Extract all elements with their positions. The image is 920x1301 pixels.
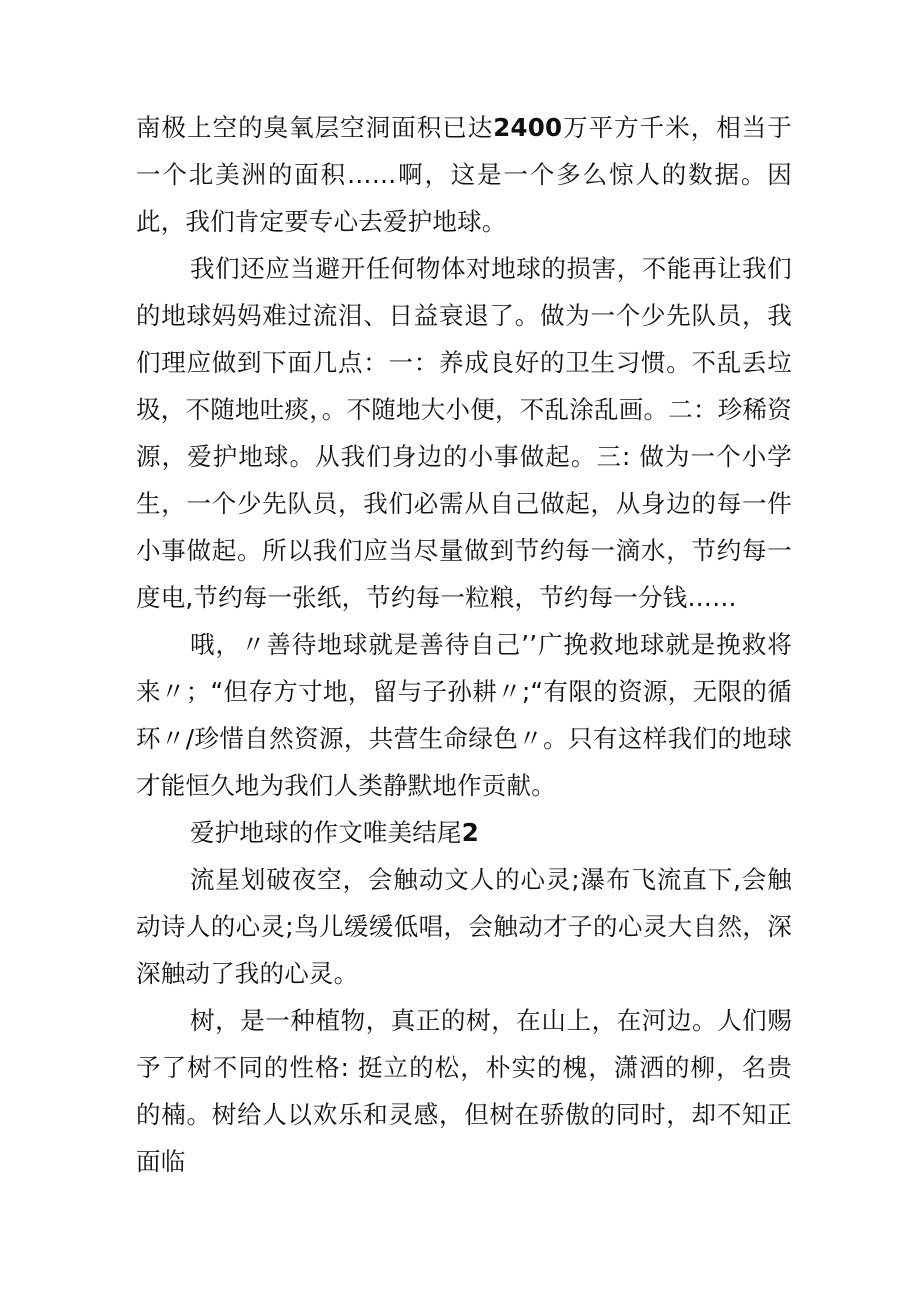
section-heading-number: 2 [461, 818, 479, 847]
section-heading [136, 809, 792, 856]
document-body [136, 104, 792, 1185]
paragraph-ozone-number: 2400 [493, 113, 563, 142]
paragraph-tree: 树，是一种植物，真正的树，在山上，在河边。人们赐予了树不同的性格: 挺立的松，朴实的槐，潇洒的柳，名贵的楠。树给人以欢乐和灵感，但树在骄傲的同时，却不知正面临 [136, 1006, 792, 1176]
paragraph-ozone-text-after: 万平方千米，相当于一个北美洲的面积……啊，这是一个多么惊人的数据。因此，我们肯定要专心去爱护地球。 [136, 113, 792, 236]
paragraph-protect-earth: 我们还应当避开任何物体对地球的损害，不能再让我们的地球妈妈难过流泪、日益衰退了。做为一个少先队员，我们理应做到下面几点：一：养成良好的卫生习惯。不乱丢垃圾，不随地吐痰，。不随地大小便，不乱涂乱画。二：珍稀资源，爱护地球。从我们身边的小事做起。三: 做为一个小学生，一个少先队员，我们必需从自己做起，从身边的每一件小事做起。所以我们应当尽量做到节约每一滴水，节约每一度电,节约每一张纸，节约每一粒粮，节约每一分钱…… [136, 254, 792, 612]
paragraph-meteor: 流星划破夜空，会触动文人的心灵;瀑布飞流直下,会触动诗人的心灵;鸟儿缓缓低唱，会触动才子的心灵大自然，深深触动了我的心灵。 [136, 865, 792, 988]
paragraph-ozone-text-before: 南极上空的臭氧层空洞面积已达 [136, 113, 494, 142]
section-heading-text: 爱护地球的作文唯美结尾 [190, 818, 462, 847]
paragraph-ozone [136, 104, 792, 245]
paragraph-slogans: 哦，〃善待地球就是善待自己’’广挽救地球就是挽救将来〃；“但存方寸地，留与子孙耕〃;“有限的资源，无限的循环〃/珍惜自然资源，共营生命绿色〃。只有这样我们的地球才能恒久地为我们人类静默地作贡献。 [136, 630, 792, 800]
